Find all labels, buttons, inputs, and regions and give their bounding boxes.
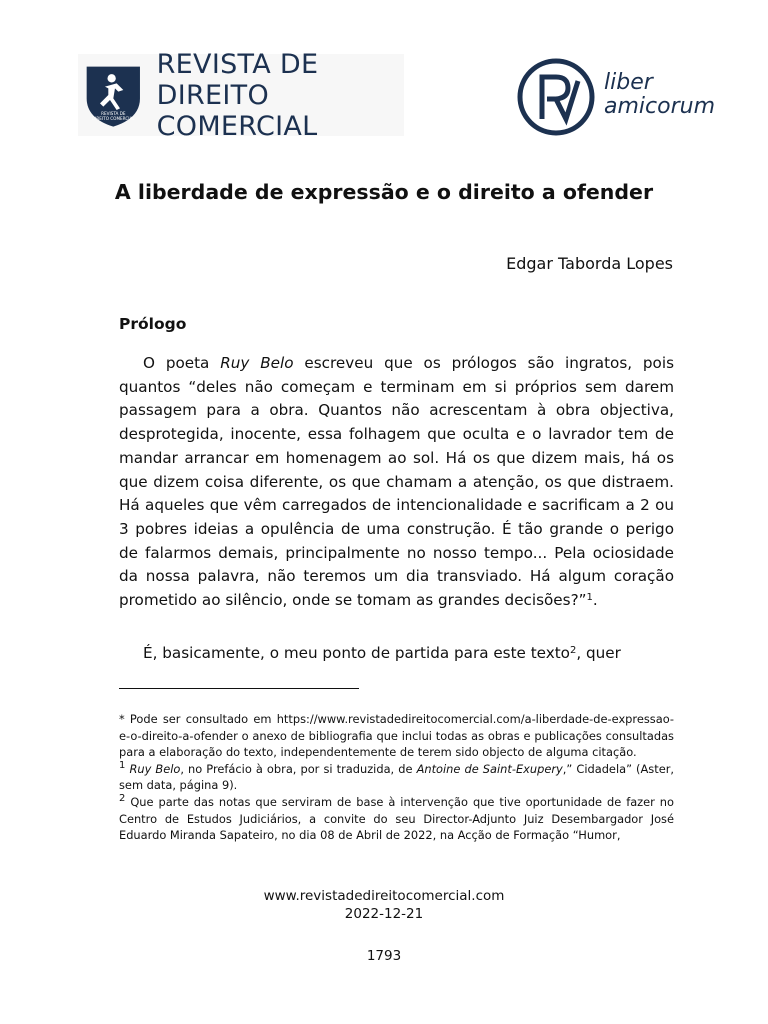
footnote-mark: 1 xyxy=(119,759,126,771)
publication-date: 2022-12-21 xyxy=(344,906,424,922)
footnote-ref-1[interactable]: 1 xyxy=(586,592,593,604)
revista-logo-line-2: DIREITO COMERCIAL xyxy=(156,79,318,142)
paragraph-text: escreveu que os prólogos são ingratos, pois quantos “deles não começam e terminam em si próprios sem darem passagem para a obra. Quantos não acrescentam à obra objectiva, desprotegida, inocente, essa folhagem que oculta e o lavrador tem de mandar arrancar em homenagem ao sol. Há os que dizem mais, há os que dizem coisa diferente, os que chamam a atenção, os que distraem. Há aqueles que vêm carregados de intencionalidade e sacrificam a 2 ou 3 pobres ideias a opulência de uma construção. É tão grande o perigo de falarmos demais, principalmente no nosso tempo... Pela ociosidade da nossa palavra, não teremos um dia transviado. Há algum coração prometido ao silêncio, onde se tomam as grandes decisões?” xyxy=(119,354,674,610)
website-link[interactable]: www.revistadedireitocomercial.com xyxy=(263,888,505,904)
footnote-text: Que parte das notas que serviram de base à intervenção que tive oportunidade de fazer no Centro de Estudos Judiciários, a convite do seu Director-Adjunto Juiz Desembargador José Eduardo Miranda Sapateiro, no dia 08 de Abril de 2022, na Acção de Formação “Humor, xyxy=(119,794,674,843)
article-author: Edgar Taborda Lopes xyxy=(506,254,673,273)
footnote-mark: 2 xyxy=(119,792,126,804)
footnote-1 xyxy=(119,761,674,794)
liber-text-line-1: liber xyxy=(604,70,653,95)
footnote-divider xyxy=(119,688,359,689)
paragraph-text: . xyxy=(592,591,598,610)
svg-text:DIREITO COMERCIAL: DIREITO COMERCIAL xyxy=(91,115,135,121)
svg-text:REVISTA DE: REVISTA DE xyxy=(101,110,126,116)
article-title: A liberdade de expressão e o direito a ofender xyxy=(114,180,654,204)
page-number: 1793 xyxy=(366,948,402,964)
footnote-2 xyxy=(119,794,674,844)
liber-amicorum-logo xyxy=(516,56,716,138)
revista-logo-line-1: REVISTA DE xyxy=(156,48,319,80)
poet-name: Ruy Belo xyxy=(220,354,294,372)
paragraph-text: É, basicamente, o meu ponto de partida para este texto xyxy=(143,644,570,662)
rv-monogram-icon xyxy=(516,57,596,137)
page-footer xyxy=(0,887,768,923)
revista-logo xyxy=(78,48,404,142)
footnote-text: Antoine de Saint-Exupery xyxy=(416,761,563,776)
revista-logo-text xyxy=(157,49,404,142)
seal-icon xyxy=(80,57,147,133)
body-paragraph-2 xyxy=(119,642,674,666)
footnote-text: Ruy Belo xyxy=(129,761,181,776)
footnote-star: * Pode ser consultado em https://www.revistadedireitocomercial.com/a-liberdade-de-expressao-e-o-direito-a-ofender o anexo de bibliografia que inclui todas as obras e publicações consultadas para a elaboração do texto, independentemente de terem sido objecto de alguma citação. xyxy=(119,712,674,760)
paragraph-text: , quer xyxy=(576,644,621,662)
liber-text-line-2: amicorum xyxy=(604,94,715,119)
footnote-ref-2[interactable]: 2 xyxy=(569,645,577,656)
footnote-text: ,” Cidadela” (Aster, sem data, página 9). xyxy=(119,761,675,793)
footnote-text: , no Prefácio à obra, por si traduzida, de xyxy=(180,761,417,776)
paragraph-text: O poeta xyxy=(143,354,221,372)
body-paragraph-1 xyxy=(119,352,674,613)
footnotes xyxy=(119,711,674,844)
liber-amicorum-text xyxy=(604,71,715,119)
section-heading: Prólogo xyxy=(119,315,187,333)
